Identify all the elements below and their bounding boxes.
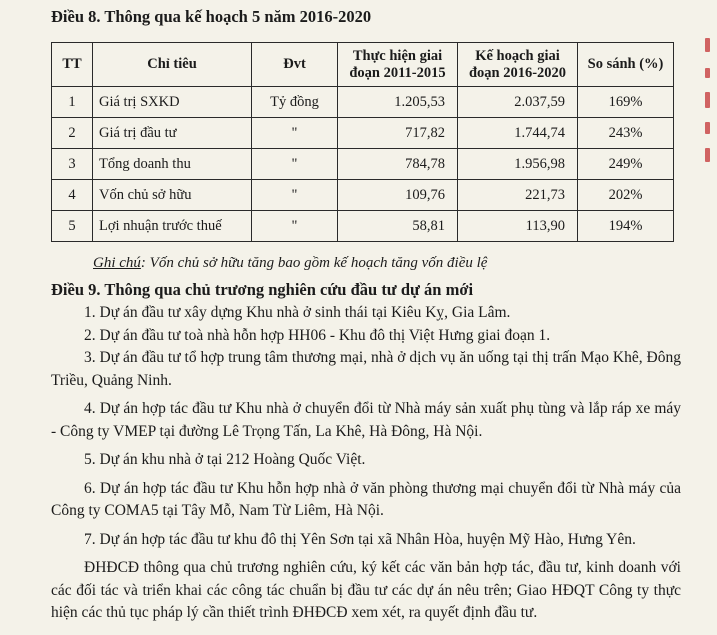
stamp-mark [705, 122, 710, 134]
project-item: 5. Dự án khu nhà ở tại 212 Hoàng Quốc Việt. [84, 451, 366, 468]
article-8-heading: Điều 8. Thông qua kế hoạch 5 năm 2016-2020 [51, 7, 372, 26]
stamp-mark [705, 68, 710, 78]
cell-actual: 109,76 [338, 180, 458, 211]
cell-compare: 202% [578, 180, 674, 211]
project-item: 4. Dự án hợp tác đầu tư Khu nhà ở chuyển đổi từ Nhà máy sản xuất phụ tùng và lắp ráp xe máy - Công ty VMEP tại đường Lê Trọng Tấn, La Khê, Hà Đông, Hà Nội. [51, 400, 681, 440]
project-item: 2. Dự án đầu tư toà nhà hỗn hợp HH06 - Khu đô thị Việt Hưng giai đoạn 1. [84, 326, 551, 344]
cell-compare: 194% [578, 211, 674, 242]
header-plan-line2: đoạn 2016-2020 [468, 64, 567, 81]
cell-indicator: Vốn chủ sở hữu [93, 180, 252, 211]
header-unit: Đvt [252, 43, 338, 87]
cell-tt: 2 [52, 118, 93, 149]
note-text: : Vốn chủ sở hữu tăng bao gồm kế hoạch tăng vốn điều lệ [140, 255, 488, 271]
stamp-edge-marks [701, 30, 717, 170]
cell-tt: 3 [52, 149, 93, 180]
cell-unit: " [252, 180, 338, 211]
cell-actual: 784,78 [338, 149, 458, 180]
header-actual-line1: Thực hiện giai [352, 47, 443, 64]
table-row [52, 180, 674, 211]
cell-compare: 169% [578, 87, 674, 118]
table-row [52, 211, 674, 242]
plan-table [51, 42, 674, 242]
table-header-row [52, 43, 674, 87]
cell-tt: 5 [52, 211, 93, 242]
header-indicator: Chỉ tiêu [93, 43, 252, 87]
article-9-heading: Điều 9. Thông qua chủ trương nghiên cứu đầu tư dự án mới [51, 280, 474, 299]
project-item: 1. Dự án đầu tư xây dựng Khu nhà ở sinh thái tại Kiêu Kỵ, Gia Lâm. [84, 304, 511, 321]
cell-unit: Tỷ đồng [252, 87, 338, 118]
cell-actual: 717,82 [338, 118, 458, 149]
table-note [93, 255, 487, 272]
cell-indicator: Giá trị SXKD [93, 87, 252, 118]
project-item: 6. Dự án hợp tác đầu tư Khu hỗn hợp nhà ở văn phòng thương mại chuyển đổi từ Nhà máy của Công ty COMA5 tại Tây Mỗ, Nam Từ Liêm, Hà Nội. [51, 479, 681, 519]
cell-compare: 243% [578, 118, 674, 149]
header-compare: So sánh (%) [578, 43, 674, 87]
cell-actual: 58,81 [338, 211, 458, 242]
cell-plan: 221,73 [458, 180, 578, 211]
cell-plan: 2.037,59 [458, 87, 578, 118]
cell-tt: 4 [52, 180, 93, 211]
cell-tt: 1 [52, 87, 93, 118]
header-plan [458, 43, 578, 87]
table-row [52, 118, 674, 149]
header-tt: TT [52, 43, 93, 87]
cell-indicator: Lợi nhuận trước thuế [93, 211, 252, 242]
cell-compare: 249% [578, 149, 674, 180]
cell-actual: 1.205,53 [338, 87, 458, 118]
header-actual [338, 43, 458, 87]
cell-indicator: Giá trị đầu tư [93, 118, 252, 149]
cell-plan: 1.744,74 [458, 118, 578, 149]
header-actual-line2: đoạn 2011-2015 [349, 64, 446, 81]
article-9-body [51, 302, 681, 625]
cell-unit: " [252, 118, 338, 149]
table-row [52, 87, 674, 118]
cell-plan: 1.956,98 [458, 149, 578, 180]
stamp-mark [705, 148, 710, 162]
project-item: 7. Dự án hợp tác đầu tư khu đô thị Yên Sơn tại xã Nhân Hòa, huyện Mỹ Hào, Hưng Yên. [84, 530, 636, 548]
project-item: 3. Dự án đầu tư tổ hợp trung tâm thương mại, nhà ở dịch vụ ăn uống tại thị trấn Mạo Khê, Đông Triều, Quảng Ninh. [51, 349, 681, 389]
stamp-mark [705, 38, 710, 52]
stamp-mark [705, 92, 710, 108]
cell-indicator: Tổng doanh thu [93, 149, 252, 180]
cell-unit: " [252, 149, 338, 180]
conclusion-paragraph: ĐHĐCĐ thông qua chủ trương nghiên cứu, ký kết các văn bản hợp tác, đầu tư, kinh doanh với các đối tác và triển khai các công tác chuẩn bị đầu tư các dự án nêu trên; Giao HĐQT Công ty thực hiện các thủ tục pháp lý cần thiết trình ĐHĐCĐ xem xét, ra quyết định đầu tư. [51, 559, 681, 621]
note-label: Ghi chú [93, 255, 141, 271]
cell-plan: 113,90 [458, 211, 578, 242]
header-plan-line1: Kế hoạch giai [475, 47, 560, 64]
cell-unit: " [252, 211, 338, 242]
table-row [52, 149, 674, 180]
